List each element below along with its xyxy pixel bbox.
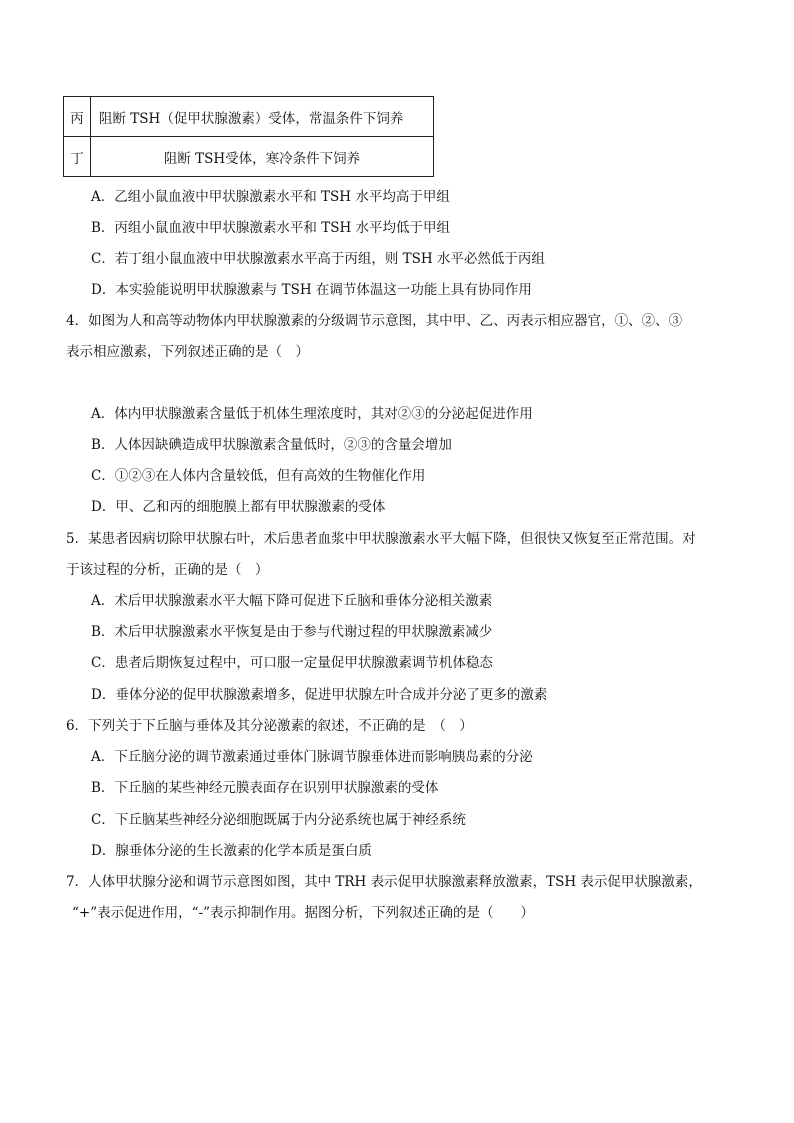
q5-option-a: A．术后甲状腺激素水平大幅下降可促进下丘脑和垂体分泌相关激素 (91, 593, 493, 609)
table-cell-content: 阻断 TSH（促甲状腺激素）受体，常温条件下饲养 (91, 97, 434, 137)
q6-stem: 6．下列关于下丘脑与垂体及其分泌激素的叙述，不正确的是 （ ） (66, 718, 473, 734)
q3-option-d: D．本实验能说明甲状腺激素与 TSH 在调节体温这一功能上具有协同作用 (91, 282, 532, 298)
table-row (64, 97, 434, 137)
q5-stem-line1: 5．某患者因病切除甲状腺右叶，术后患者血浆中甲状腺激素水平大幅下降，但很快又恢复至正常范围。对 (66, 531, 696, 547)
table-cell-group: 丙 (64, 97, 91, 137)
q4-option-a: A．体内甲状腺激素含量低于机体生理浓度时，其对②③的分泌起促进作用 (91, 406, 533, 422)
q6-option-d: D．腺垂体分泌的生长激素的化学本质是蛋白质 (91, 843, 372, 859)
q4-stem-line1: 4．如图为人和高等动物体内甲状腺激素的分级调节示意图，其中甲、乙、丙表示相应器官，①、②、③ (66, 313, 683, 329)
q6-option-b: B．下丘脑的某些神经元膜表面存在识别甲状腺激素的受体 (91, 780, 439, 796)
table-cell-group: 丁 (64, 137, 91, 177)
q3-option-b: B．丙组小鼠血液中甲状腺激素水平和 TSH 水平均低于甲组 (91, 220, 451, 236)
q5-option-c: C．患者后期恢复过程中，可口服一定量促甲状腺激素调节机体稳态 (91, 655, 493, 671)
q4-option-c: C．①②③在人体内含量较低，但有高效的生物催化作用 (91, 468, 426, 484)
experiment-table (63, 96, 434, 177)
q6-option-a: A．下丘脑分泌的调节激素通过垂体门脉调节腺垂体进而影响胰岛素的分泌 (91, 749, 533, 765)
q7-stem-line2: “+”表示促进作用，“-”表示抑制作用。据图分析，下列叙述正确的是（ ） (72, 905, 534, 921)
q3-option-a: A．乙组小鼠血液中甲状腺激素水平和 TSH 水平均高于甲组 (91, 189, 450, 205)
q4-option-d: D．甲、乙和丙的细胞膜上都有甲状腺激素的受体 (91, 499, 386, 515)
q4-stem-line2: 表示相应激素，下列叙述正确的是（ ） (66, 344, 309, 360)
q4-option-b: B．人体因缺碘造成甲状腺激素含量低时，②③的含量会增加 (91, 437, 452, 453)
q5-stem-line2: 于该过程的分析，正确的是（ ） (66, 562, 269, 578)
q3-option-c: C．若丁组小鼠血液中甲状腺激素水平高于丙组，则 TSH 水平必然低于丙组 (91, 251, 545, 267)
q6-option-c: C．下丘脑某些神经分泌细胞既属于内分泌系统也属于神经系统 (91, 812, 466, 828)
q5-option-d: D．垂体分泌的促甲状腺激素增多，促进甲状腺左叶合成并分泌了更多的激素 (91, 687, 548, 703)
table-row (64, 137, 434, 177)
q7-stem-line1: 7．人体甲状腺分泌和调节示意图如图，其中 TRH 表示促甲状腺激素释放激素，TSH 表示促甲状腺激素， (66, 874, 702, 890)
table-cell-content: 阻断 TSH受体，寒冷条件下饲养 (91, 137, 434, 177)
q5-option-b: B．术后甲状腺激素水平恢复是由于参与代谢过程的甲状腺激素减少 (91, 624, 493, 640)
